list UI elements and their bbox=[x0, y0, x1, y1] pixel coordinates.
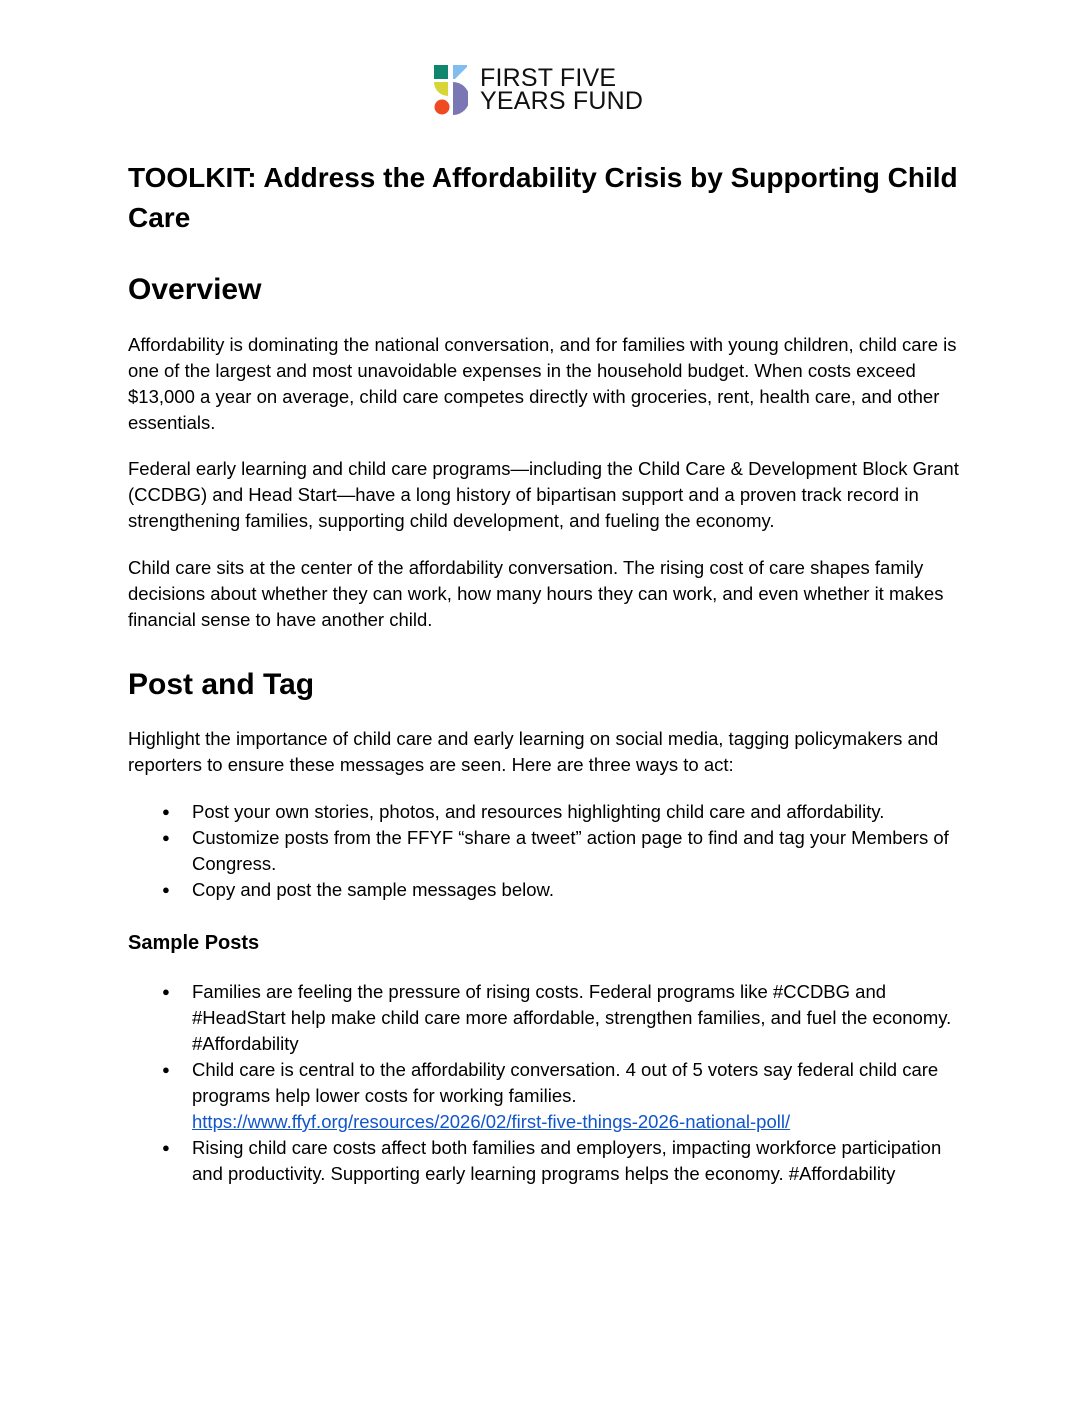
list-item: ● Copy and post the sample messages below. bbox=[128, 877, 960, 903]
list-item: ● Customize posts from the FFYF “share a tweet” action page to find and tag your Members of Congress. bbox=[128, 825, 960, 877]
list-item: ● Post your own stories, photos, and resources highlighting child care and affordability. bbox=[128, 799, 960, 825]
sample-post-text: Families are feeling the pressure of rising costs. Federal programs like #CCDBG and #HeadStart help make child care more affordable, strengthen families, and fuel the economy. #Affordability bbox=[192, 981, 952, 1054]
overview-text-2: Federal early learning and child care programs—including the Child Care & Development Block Grant (CCDBG) and Head Start—have a long history of bipartisan support and a proven track record in strengthening families, supporting child development, and fueling the economy. bbox=[128, 458, 959, 531]
sample-posts-section bbox=[128, 930, 960, 956]
logo-line-2: YEARS FUND bbox=[480, 87, 644, 115]
title-block bbox=[128, 158, 960, 238]
logo-wordmark bbox=[480, 64, 644, 115]
overview-paragraph-2 bbox=[128, 456, 960, 534]
sample-post bbox=[128, 1135, 960, 1187]
action-list bbox=[128, 799, 960, 903]
overview-paragraph-3 bbox=[128, 555, 960, 633]
page-title: TOOLKIT: Address the Affordability Crisis by Supporting Child Care bbox=[128, 162, 958, 233]
sample-post bbox=[128, 1057, 960, 1135]
post-and-tag-heading: Post and Tag bbox=[128, 668, 315, 701]
sample-post bbox=[128, 979, 960, 1057]
ffyf-logo bbox=[434, 64, 643, 116]
overview-text-1: Affordability is dominating the national conversation, and for families with young children, child care is one of the largest and most unavoidable expenses in the household budget. When costs exceed $13,000 a year on average, child care competes directly with groceries, rent, health care, and other essentials. bbox=[128, 334, 957, 433]
overview-paragraph-1 bbox=[128, 332, 960, 436]
logo-mark-icon bbox=[434, 65, 468, 115]
overview-text-3: Child care sits at the center of the affordability conversation. The rising cost of care shapes family decisions about whether they can work, how many hours they can work, and even whether it makes financial sense to have another child. bbox=[128, 557, 944, 630]
sample-posts-heading: Sample Posts bbox=[128, 932, 260, 954]
poll-link[interactable]: https://www.ffyf.org/resources/2026/02/first-five-things-2026-national-poll/ bbox=[192, 1111, 791, 1132]
logo-line-1: FIRST FIVE bbox=[480, 64, 617, 92]
sample-posts-list bbox=[128, 979, 960, 1187]
post-and-tag-intro-text: Highlight the importance of child care and early learning on social media, tagging policymakers and reporters to ensure these messages are seen. Here are three ways to act: bbox=[128, 728, 939, 775]
sample-post-text: Child care is central to the affordability conversation. 4 out of 5 voters say federal child care programs help lower costs for working families. bbox=[192, 1059, 939, 1106]
post-and-tag-intro bbox=[128, 726, 960, 778]
post-and-tag-section bbox=[128, 667, 960, 703]
overview-section bbox=[128, 272, 960, 308]
sample-post-text: Rising child care costs affect both families and employers, impacting workforce participation and productivity. Supporting early learning programs helps the economy. #Affordability bbox=[192, 1137, 942, 1184]
overview-heading: Overview bbox=[128, 273, 262, 306]
